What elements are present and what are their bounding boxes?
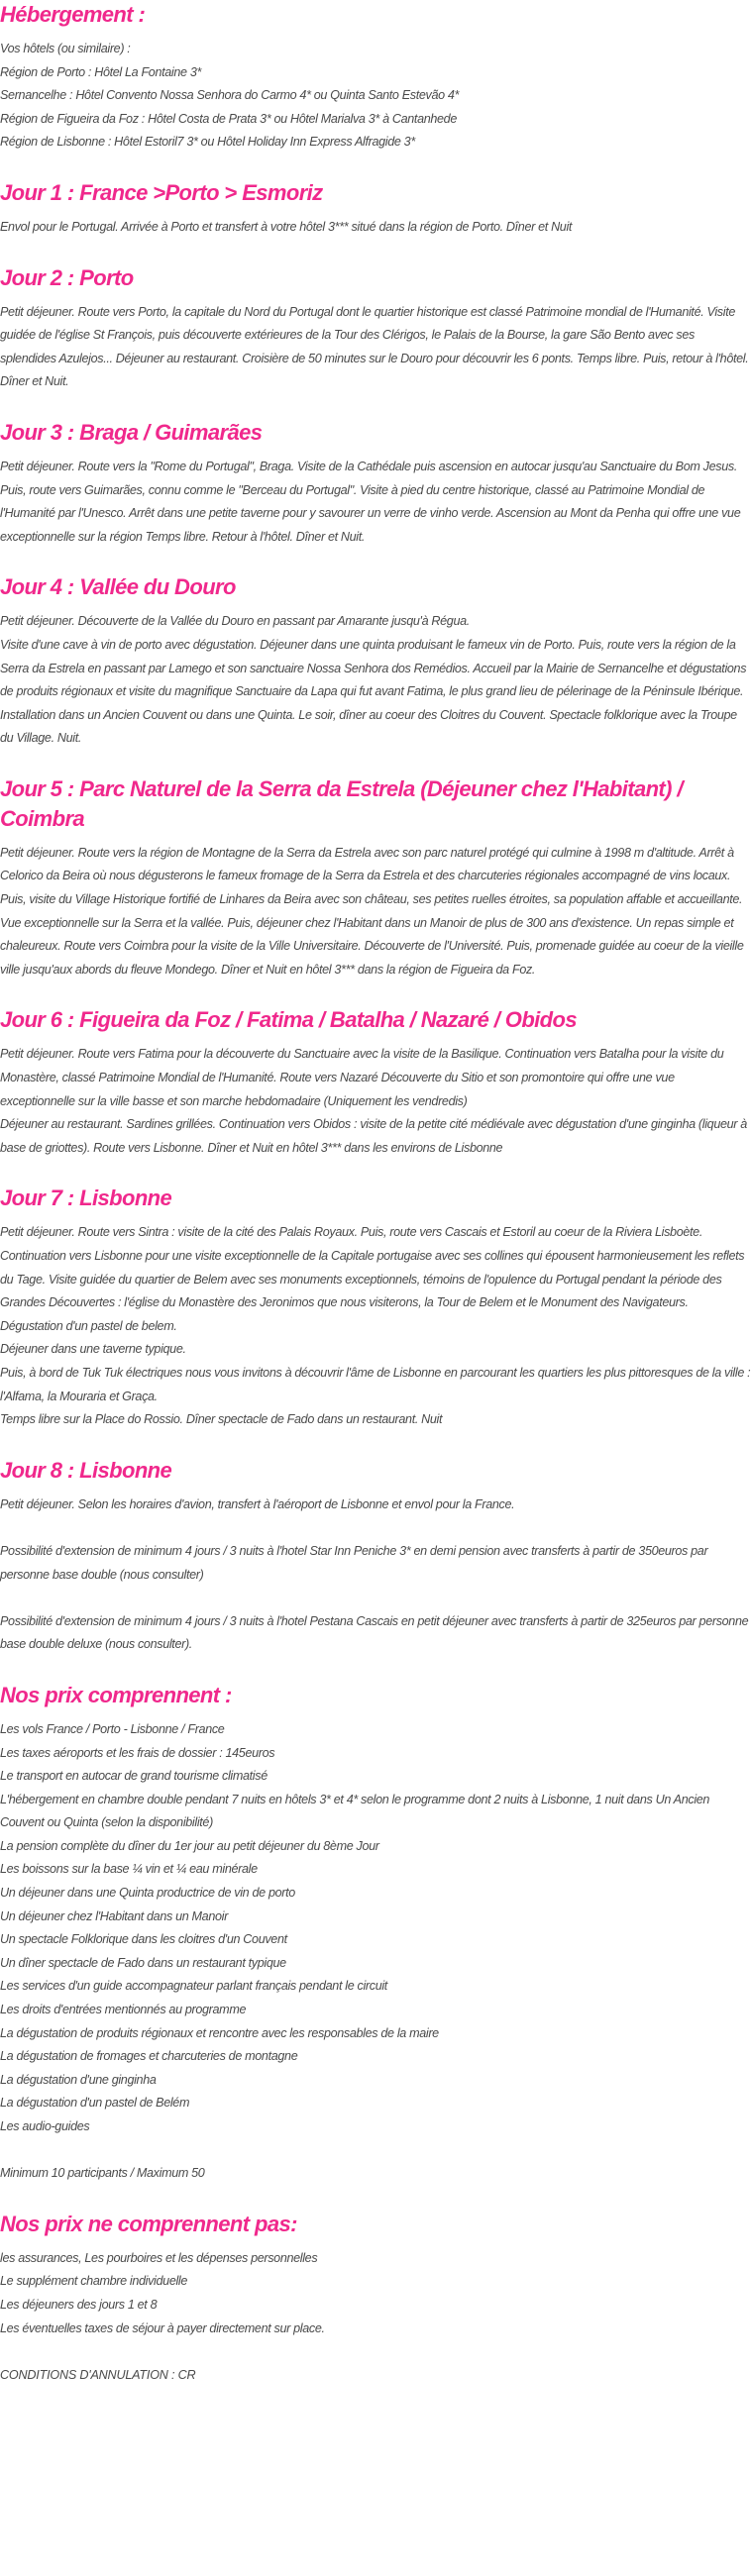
day-paragraph: Petit déjeuner. Route vers la région de Montagne de la Serra da Estrela avec son parc naturel protégé qui culmine à 1998 m d'altitude. Arrêt à Celorico da Beira où nous dégusterons le fameux fromage de la Serra da Estrela et des charcuteries régionales accompagné de vins locaux. Puis, visite du Village Historique fortifié de Linhares da Beira avec son château, ses petites ruelles étroites, sa population affable et accueillante. Vue exceptionnelle sur la Serra et la vallée. Puis, déjeuner chez l'Habitant dans un Manoir de plus de 300 ans d'existence. Un repas simple et chaleureux. Route vers Coimbra pour la visite de la Ville Universitaire. Découverte de l'Université. Puis, promenade guidée au coeur de la vieille ville jusqu'aux abords du fleuve Mondego. Dîner et Nuit en hôtel 3*** dans la région de Figueira da Foz. — [0, 845, 744, 977]
day-paragraph: Petit déjeuner. Route vers Sintra : visite de la cité des Palais Royaux. Puis, route vers Cascais et Estoril au coeur de la Riviera Lisboète. Continuation vers Lisbonne pour une visite exceptionnelle de la Capitale portugaise avec ses collines qui épousent harmonieusement les reflets du Tage. Visite guidée du quartier de Belem avec ses monuments exceptionnels, témoins de l'opulence du Portugal pendant la période des Grandes Découvertes : l'église du Monastère des Jeronimos que nous visiterons, la Tour de Belem et le Monument des Navigateurs. Dégustation d'un pastel de belem. — [0, 1225, 745, 1333]
non-inclus-section — [0, 2210, 751, 2388]
inclus-item: Les droits d'entrées mentionnés au programme — [0, 2003, 247, 2017]
hebergement-section — [0, 0, 751, 155]
inclus-item: Les audio-guides — [0, 2119, 90, 2133]
day-description — [0, 1221, 751, 1431]
day-description — [0, 456, 751, 549]
section-title-non-inclus: Nos prix ne comprennent pas: — [0, 2211, 297, 2236]
hotel-list — [0, 38, 751, 155]
inclus-item: Un spectacle Folklorique dans les cloitres d'un Couvent — [0, 1932, 287, 1947]
extension-option: Possibilité d'extension de minimum 4 jours / 3 nuits à l'hotel Star Inn Peniche 3* en demi pension avec transferts à partir de 350euros par personne base double (nous consulter) — [0, 1543, 708, 1582]
day-6-section — [0, 1005, 751, 1160]
inclus-list — [0, 1718, 751, 2186]
inclus-item: La dégustation d'un pastel de Belém — [0, 2096, 190, 2111]
day-title: Jour 7 : Lisbonne — [0, 1185, 172, 1211]
inclus-item: Les taxes aéroports et les frais de dossier : 145euros — [0, 1745, 275, 1760]
non-inclus-item: les assurances, Les pourboires et les dépenses personnelles — [0, 2250, 318, 2265]
day-paragraph: Déjeuner au restaurant. Sardines grillées. Continuation vers Obidos : visite de la petite cité médiévale avec dégustation d'une ginginha (liqueur à base de griottes). Route vers Lisbonne. Dîner et Nuit en hôtel 3*** dans les environs de Lisbonne — [0, 1117, 747, 1155]
hotel-line: Sernancelhe : Hôtel Convento Nossa Senhora do Carmo 4* ou Quinta Santo Estevão 4* — [0, 88, 460, 103]
day-description — [0, 216, 751, 240]
day-description — [0, 610, 751, 751]
inclus-item: Les services d'un guide accompagnateur parlant français pendant le circuit — [0, 1979, 387, 1994]
inclus-item: La dégustation d'une ginginha — [0, 2072, 157, 2087]
section-title-hebergement: Hébergement : — [0, 2, 146, 27]
non-inclus-item: Les éventuelles taxes de séjour à payer directement sur place. — [0, 2320, 325, 2335]
inclus-item: Un dîner spectacle de Fado dans un restaurant typique — [0, 1955, 286, 1970]
day-description — [0, 1043, 751, 1160]
inclus-item: La dégustation de produits régionaux et rencontre avec les responsables de la maire — [0, 2025, 439, 2040]
spacer — [0, 2340, 751, 2364]
inclus-item: Les vols France / Porto - Lisbonne / France — [0, 1721, 225, 1736]
day-3-section — [0, 418, 751, 549]
inclus-item: Un déjeuner chez l'Habitant dans un Manoir — [0, 1908, 228, 1923]
day-2-section — [0, 263, 751, 394]
day-title: Jour 5 : Parc Naturel de la Serra da Estrela (Déjeuner chez l'Habitant) / Coimbra — [0, 775, 683, 831]
day-title: Jour 3 : Braga / Guimarães — [0, 419, 263, 445]
day-description — [0, 1494, 751, 1657]
section-title-inclus: Nos prix comprennent : — [0, 1682, 232, 1707]
day-paragraph: Petit déjeuner. Route vers Fatima pour la découverte du Sanctuaire avec la visite de la Basilique. Continuation vers Batalha pour la visite du Monastère, classé Patrimoine Mondial de l'Humanité. Route vers Nazaré Découverte du Sitio et son promontoire qui offre une vue exceptionnelle sur la ville basse et son marche hebdomadaire (Uniquement les vendredis) — [0, 1047, 724, 1108]
spacer — [0, 1516, 751, 1540]
extension-option: Possibilité d'extension de minimum 4 jours / 3 nuits à l'hotel Pestana Cascais en petit déjeuner avec transferts à partir de 325euros par personne base double deluxe (nous consulter). — [0, 1613, 749, 1652]
spacer — [0, 1587, 751, 1610]
hotel-line: Région de Porto : Hôtel La Fontaine 3* — [0, 64, 202, 79]
spacer — [0, 2139, 751, 2163]
day-1-section — [0, 178, 751, 240]
inclus-item: La dégustation de fromages et charcuteries de montagne — [0, 2049, 298, 2064]
day-7-section — [0, 1184, 751, 1431]
day-4-section — [0, 572, 751, 751]
day-title: Jour 6 : Figueira da Foz / Fatima / Batalha / Nazaré / Obidos — [0, 1007, 577, 1033]
day-paragraph: Petit déjeuner. Selon les horaires d'avion, transfert à l'aéroport de Lisbonne et envol pour la France. — [0, 1496, 515, 1511]
inclus-item: Le transport en autocar de grand tourisme climatisé — [0, 1769, 268, 1784]
inclus-item: Un déjeuner dans une Quinta productrice de vin de porto — [0, 1886, 295, 1901]
day-8-section — [0, 1456, 751, 1657]
day-5-section — [0, 774, 751, 982]
day-paragraph: Petit déjeuner. Route vers Porto, la capitale du Nord du Portugal dont le quartier historique est classé Patrimoine mondial de l'Humanité. Visite guidée de l'église St François, puis découverte extérieures de la Tour des Clérigos, le Palais de la Bourse, la gare São Bento avec ses splendides Azulejos... Déjeuner au restaurant. Croisière de 50 minutes sur le Douro pour découvrir les 6 ponts. Temps libre. Puis, retour à l'hôtel. Dîner et Nuit. — [0, 304, 749, 389]
day-title: Jour 1 : France >Porto > Esmoriz — [0, 179, 323, 205]
hotel-line: Vos hôtels (ou similaire) : — [0, 42, 131, 55]
day-paragraph: Temps libre sur la Place do Rossio. Dîner spectacle de Fado dans un restaurant. Nuit — [0, 1412, 443, 1427]
cancellation-conditions: CONDITIONS D'ANNULATION : CR — [0, 2367, 196, 2382]
participants-info: Minimum 10 participants / Maximum 50 — [0, 2166, 205, 2181]
inclus-item: L'hébergement en chambre double pendant 7 nuits en hôtels 3* et 4* selon le programme dont 2 nuits à Lisbonne, 1 nuit dans Un Ancien Couvent ou Quinta (selon la disponibilité) — [0, 1792, 710, 1830]
hotel-line: Région de Lisbonne : Hôtel Estoril7 3* ou Hôtel Holiday Inn Express Alfragide 3* — [0, 135, 415, 150]
hotel-line: Région de Figueira da Foz : Hôtel Costa de Prata 3* ou Hôtel Marialva 3* à Cantanhede — [0, 111, 457, 126]
day-title: Jour 4 : Vallée du Douro — [0, 574, 236, 600]
inclus-section — [0, 1681, 751, 2186]
day-paragraph: Déjeuner dans une taverne typique. — [0, 1342, 186, 1357]
inclus-item: Les boissons sur la base ¼ vin et ¼ eau minérale — [0, 1862, 258, 1877]
non-inclus-item: Le supplément chambre individuelle — [0, 2274, 188, 2289]
day-paragraph: Visite d'une cave à vin de porto avec dégustation. Déjeuner dans une quinta produisant le fameux vin de Porto. Puis, route vers la région de la Serra da Estrela en passant par Lamego et son sanctuaire Nossa Senhora dos Remédios. Accueil par la Mairie de Sernancelhe et dégustations de produits régionaux et visite du magnifique Sanctuaire da Lapa qui fut avant Fatima, le plus grand lieu de pélerinage de la Péninsule Ibérique. Installation dans un Ancien Couvent ou dans une Quinta. Le soir, dîner au coeur des Cloitres du Couvent. Spectacle folklorique avec la Troupe du Village. Nuit. — [0, 637, 747, 746]
day-paragraph: Petit déjeuner. Découverte de la Vallée du Douro en passant par Amarante jusqu'à Régua. — [0, 614, 470, 629]
day-title: Jour 8 : Lisbonne — [0, 1457, 172, 1483]
non-inclus-item: Les déjeuners des jours 1 et 8 — [0, 2297, 158, 2312]
day-paragraph: Petit déjeuner. Route vers la "Rome du Portugal", Braga. Visite de la Cathédale puis ascension en autocar jusqu'au Sanctuaire du Bom Jesus. Puis, route vers Guimarães, connu comme le "Berceau du Portugal". Visite à pied du centre historique, classé au Patrimoine Mondial de l'Humanité par l'Unesco. Arrêt dans une petite taverne pour y savourer un verre de vinho verde. Ascension au Mont da Penha qui offre une vue exceptionnelle sur la région Temps libre. Retour à l'hôtel. Dîner et Nuit. — [0, 459, 741, 544]
non-inclus-list — [0, 2247, 751, 2388]
day-description — [0, 301, 751, 394]
inclus-item: La pension complète du dîner du 1er jour au petit déjeuner du 8ème Jour — [0, 1838, 379, 1853]
day-description — [0, 842, 751, 982]
day-paragraph: Envol pour le Portugal. Arrivée à Porto et transfert à votre hôtel 3*** situé dans la région de Porto. Dîner et Nuit — [0, 219, 573, 234]
day-paragraph: Puis, à bord de Tuk Tuk électriques nous vous invitons à découvrir l'âme de Lisbonne en parcourant les quartiers les plus pittoresques de la ville : l'Alfama, la Mouraria et Graça. — [0, 1365, 751, 1403]
day-title: Jour 2 : Porto — [0, 264, 134, 290]
